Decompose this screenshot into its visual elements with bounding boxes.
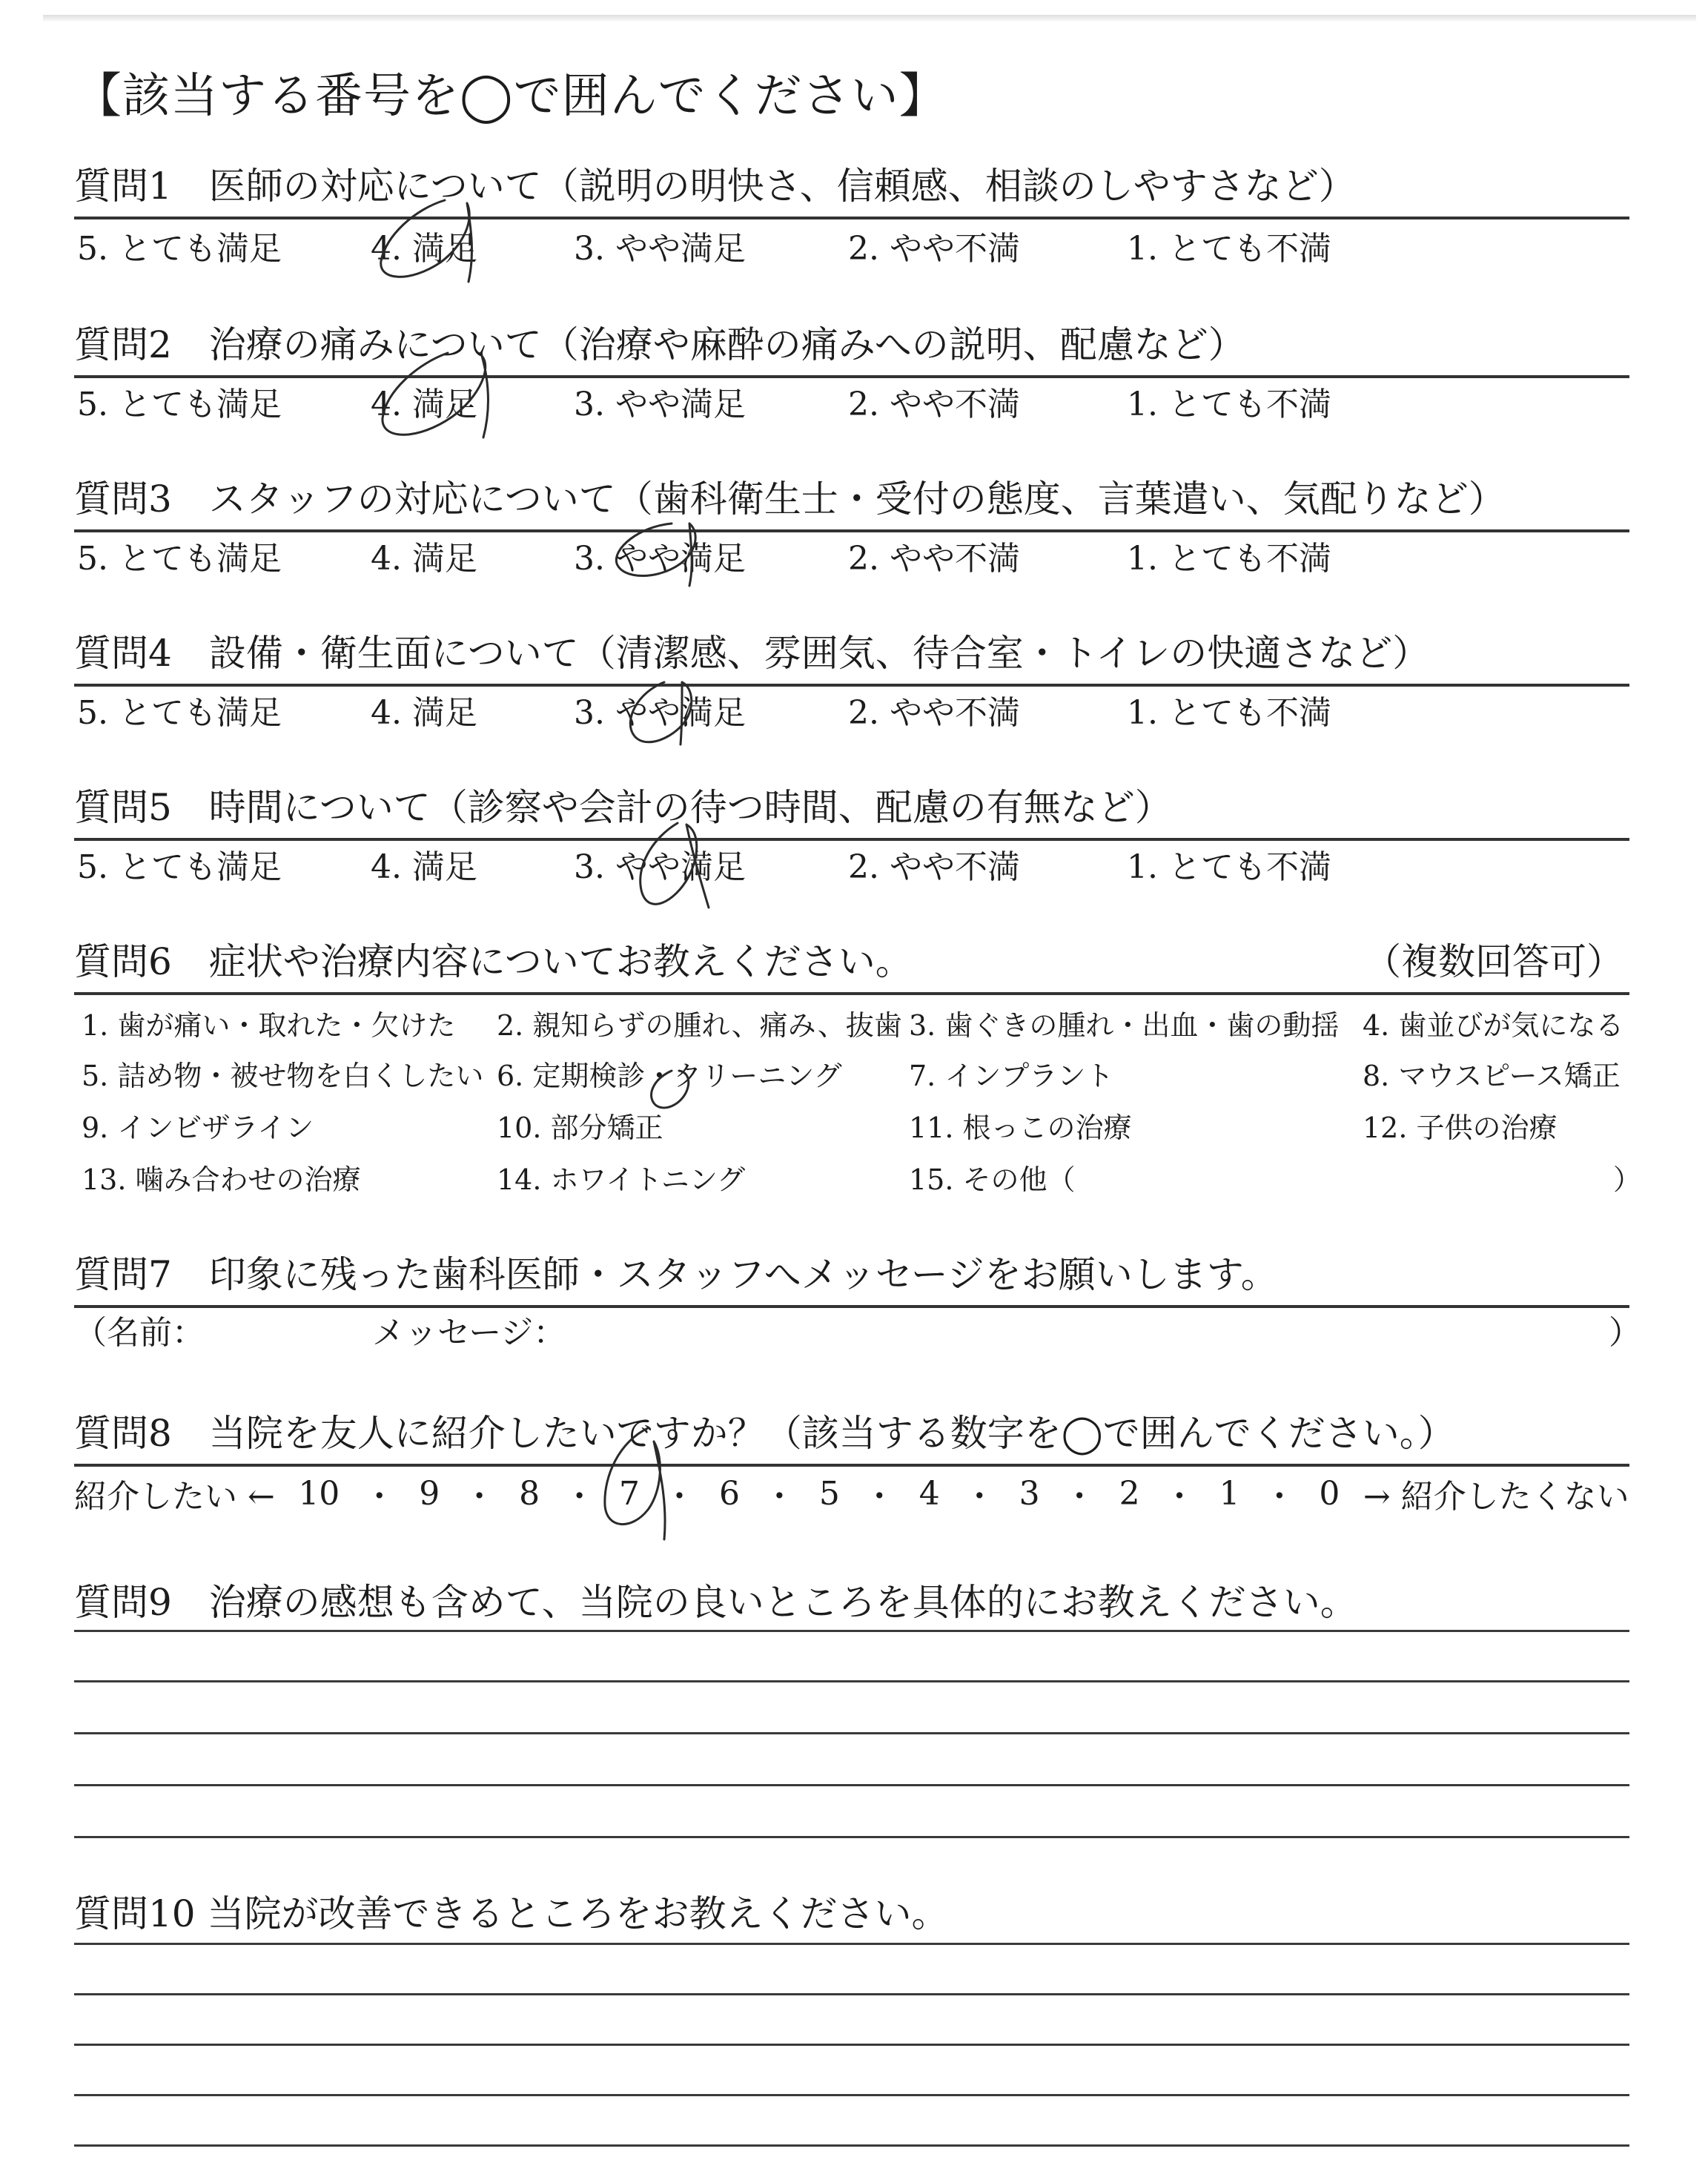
q3-option-4[interactable]: 4. 満足 bbox=[371, 540, 477, 578]
q8-scale-value-9[interactable]: 9 bbox=[419, 1474, 440, 1513]
q6-item-12[interactable]: 12. 子供の治療 bbox=[1363, 1112, 1558, 1144]
q7-title: 質問7 印象に残った歯科医師・スタッフへメッセージをお願いします。 bbox=[74, 1253, 1278, 1296]
q1-option-2[interactable]: 2. やや不満 bbox=[848, 230, 1020, 268]
q7-message-label: メッセージ： bbox=[372, 1314, 566, 1352]
q6-item-13[interactable]: 13. 噛み合わせの治療 bbox=[82, 1163, 361, 1196]
q8-scale-separator: ・ bbox=[763, 1478, 796, 1516]
q2-rule bbox=[74, 375, 1629, 378]
form-header: 【該当する番号を◯で囲んでください】 bbox=[74, 69, 947, 124]
q9-answer-line[interactable] bbox=[74, 1784, 1629, 1786]
q7-rule bbox=[74, 1305, 1629, 1308]
q1-option-4[interactable]: 4. 満足 bbox=[371, 230, 477, 268]
q3-option-1[interactable]: 1. とても不満 bbox=[1127, 540, 1331, 578]
q3-option-3[interactable]: 3. やや満足 bbox=[574, 540, 746, 578]
q8-scale-value-4[interactable]: 4 bbox=[918, 1474, 940, 1513]
q9-answer-line[interactable] bbox=[74, 1732, 1629, 1734]
q10-title: 質問10 当院が改善できるところをお教えください。 bbox=[74, 1892, 949, 1935]
q6-rule bbox=[74, 992, 1629, 995]
q8-scale-value-2[interactable]: 2 bbox=[1119, 1474, 1140, 1513]
q7-close: ） bbox=[1609, 1314, 1641, 1352]
q8-left-label: 紹介したい ← bbox=[74, 1478, 275, 1516]
q3-title: 質問3 スタッフの対応について（歯科衛生士・受付の態度、言葉遣い、気配りなど） bbox=[74, 478, 1506, 521]
q5-option-3[interactable]: 3. やや満足 bbox=[574, 848, 746, 886]
q2-option-2[interactable]: 2. やや不満 bbox=[848, 386, 1020, 423]
q6-item-15[interactable]: 15. その他（ bbox=[909, 1163, 1076, 1196]
q10-answer-line[interactable] bbox=[74, 2044, 1629, 2046]
q6-multiple-note: （複数回答可） bbox=[1364, 940, 1623, 983]
q7-name-label: （名前： bbox=[74, 1314, 205, 1352]
q8-scale-separator: ・ bbox=[863, 1478, 896, 1516]
q8-scale-value-8[interactable]: 8 bbox=[519, 1474, 540, 1513]
q5-option-4[interactable]: 4. 満足 bbox=[371, 848, 477, 886]
q6-item-4[interactable]: 4. 歯並びが気になる bbox=[1363, 1009, 1624, 1042]
q10-answer-line[interactable] bbox=[74, 1943, 1629, 1945]
q2-option-3[interactable]: 3. やや満足 bbox=[574, 386, 746, 423]
q5-option-1[interactable]: 1. とても不満 bbox=[1127, 848, 1331, 886]
q8-title: 質問8 当院を友人に紹介したいですか？（該当する数字を◯で囲んでください。） bbox=[74, 1412, 1455, 1455]
q8-scale-separator: ・ bbox=[363, 1478, 396, 1516]
q1-option-3[interactable]: 3. やや満足 bbox=[574, 230, 746, 268]
q5-rule bbox=[74, 838, 1629, 841]
q10-answer-line[interactable] bbox=[74, 1993, 1629, 1995]
q2-option-4[interactable]: 4. 満足 bbox=[371, 386, 477, 423]
q2-title: 質問2 治療の痛みについて（治療や麻酔の痛みへの説明、配慮など） bbox=[74, 323, 1245, 366]
q3-option-2[interactable]: 2. やや不満 bbox=[848, 540, 1020, 578]
q8-scale-separator: ・ bbox=[563, 1478, 596, 1516]
q8-scale-separator: ・ bbox=[463, 1478, 496, 1516]
q6-item-11[interactable]: 11. 根っこの治療 bbox=[909, 1112, 1132, 1144]
q10-answer-line[interactable] bbox=[74, 2144, 1629, 2147]
q8-scale-value-1[interactable]: 1 bbox=[1219, 1474, 1240, 1513]
q6-item-5[interactable]: 5. 詰め物・被せ物を白くしたい bbox=[82, 1060, 484, 1092]
q2-option-1[interactable]: 1. とても不満 bbox=[1127, 386, 1331, 423]
q8-scale-value-10[interactable]: 10 bbox=[298, 1474, 340, 1513]
q4-option-3[interactable]: 3. やや満足 bbox=[574, 694, 746, 732]
q9-answer-line[interactable] bbox=[74, 1836, 1629, 1838]
q8-scale-value-3[interactable]: 3 bbox=[1019, 1474, 1040, 1513]
q6-other-close: ） bbox=[1613, 1163, 1642, 1196]
q8-right-label: → 紹介したくない bbox=[1363, 1478, 1629, 1516]
q1-title: 質問1 医師の対応について（説明の明快さ、信頼感、相談のしやすさなど） bbox=[74, 165, 1356, 208]
q6-item-3[interactable]: 3. 歯ぐきの腫れ・出血・歯の動揺 bbox=[909, 1009, 1340, 1042]
q10-answer-line[interactable] bbox=[74, 2094, 1629, 2096]
q4-option-5[interactable]: 5. とても満足 bbox=[77, 694, 282, 732]
q6-item-1[interactable]: 1. 歯が痛い・取れた・欠けた bbox=[82, 1009, 456, 1042]
q3-option-5[interactable]: 5. とても満足 bbox=[77, 540, 282, 578]
q1-option-1[interactable]: 1. とても不満 bbox=[1127, 230, 1331, 268]
q8-scale-value-7[interactable]: 7 bbox=[619, 1474, 640, 1513]
q6-item-10[interactable]: 10. 部分矯正 bbox=[497, 1112, 663, 1144]
q5-title: 質問5 時間について（診察や会計の待つ時間、配慮の有無など） bbox=[74, 786, 1172, 829]
q8-scale-value-6[interactable]: 6 bbox=[718, 1474, 740, 1513]
q8-scale-separator: ・ bbox=[663, 1478, 696, 1516]
q8-scale-value-5[interactable]: 5 bbox=[818, 1474, 840, 1513]
q6-item-14[interactable]: 14. ホワイトニング bbox=[497, 1163, 746, 1196]
q6-item-7[interactable]: 7. インプラント bbox=[909, 1060, 1114, 1092]
q9-answer-line[interactable] bbox=[74, 1630, 1629, 1632]
q6-item-6[interactable]: 6. 定期検診・クリーニング bbox=[497, 1060, 842, 1092]
q4-option-2[interactable]: 2. やや不満 bbox=[848, 694, 1020, 732]
q8-scale-separator: ・ bbox=[1163, 1478, 1196, 1516]
q6-item-2[interactable]: 2. 親知らずの腫れ、痛み、抜歯 bbox=[497, 1009, 902, 1042]
q8-rule bbox=[74, 1464, 1629, 1467]
q4-rule bbox=[74, 684, 1629, 687]
q8-scale bbox=[74, 1471, 1629, 1516]
q4-option-1[interactable]: 1. とても不満 bbox=[1127, 694, 1331, 732]
q1-rule bbox=[74, 217, 1629, 219]
q5-option-5[interactable]: 5. とても満足 bbox=[77, 848, 282, 886]
q6-title: 質問6 症状や治療内容についてお教えください。 bbox=[74, 940, 913, 983]
q4-option-4[interactable]: 4. 満足 bbox=[371, 694, 477, 732]
q8-scale-value-0[interactable]: 0 bbox=[1319, 1474, 1340, 1513]
q2-option-5[interactable]: 5. とても満足 bbox=[77, 386, 282, 423]
q1-option-5[interactable]: 5. とても満足 bbox=[77, 230, 282, 268]
q5-option-2[interactable]: 2. やや不満 bbox=[848, 848, 1020, 886]
q8-scale-separator: ・ bbox=[1262, 1478, 1296, 1516]
q3-rule bbox=[74, 529, 1629, 532]
q4-title: 質問4 設備・衛生面について（清潔感、雰囲気、待合室・トイレの快適さなど） bbox=[74, 632, 1430, 675]
q8-scale-separator: ・ bbox=[1063, 1478, 1096, 1516]
scan-edge bbox=[43, 15, 1696, 22]
q9-title: 質問9 治療の感想も含めて、当院の良いところを具体的にお教えください。 bbox=[74, 1581, 1357, 1624]
q8-scale-separator: ・ bbox=[963, 1478, 996, 1516]
q6-item-9[interactable]: 9. インビザライン bbox=[82, 1112, 314, 1144]
q6-item-8[interactable]: 8. マウスピース矯正 bbox=[1363, 1060, 1621, 1092]
q9-answer-line[interactable] bbox=[74, 1680, 1629, 1682]
